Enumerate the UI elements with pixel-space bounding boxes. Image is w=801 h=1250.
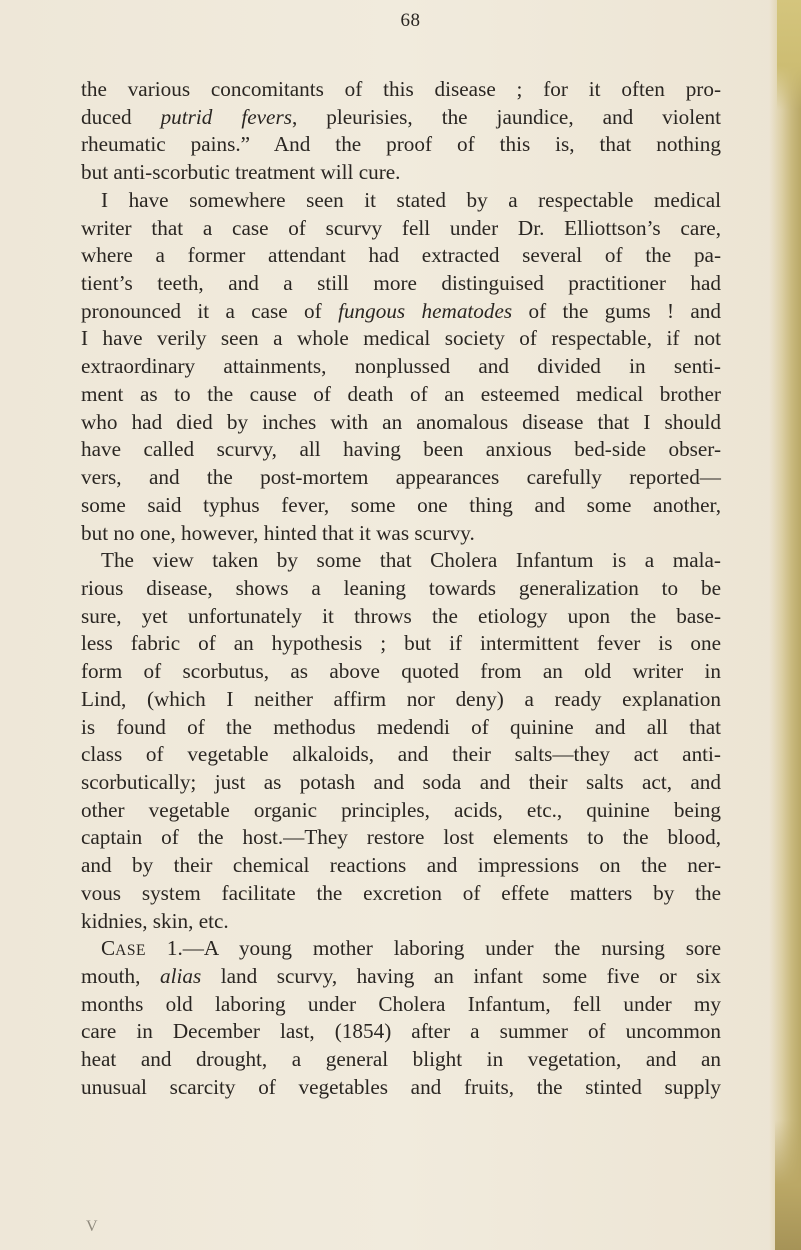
text-line: kidnies, skin, etc. (81, 908, 229, 933)
case-label-initial: C (101, 936, 116, 961)
text-line: duced putrid fevers, pleurisies, the jaundice, and violent (81, 104, 722, 129)
italic-phrase: alias (159, 964, 202, 988)
text-line: tient’s teeth, and a still more distinguised practitioner had (81, 271, 721, 296)
text-line: where a former attendant had extracted several of the pa- (81, 243, 721, 268)
text-line: some said typhus fever, some one thing and some another, (81, 492, 721, 517)
text-line: I have verily seen a whole medical society of respectable, if not (81, 326, 721, 351)
text-line: and by their chemical reactions and impressions on the ner- (81, 853, 721, 878)
page-edge-shadow (769, 0, 801, 1250)
text-line: extraordinary attainments, nonplussed and divided in senti- (81, 354, 721, 379)
margin-mark: V (86, 1218, 98, 1235)
text-line: captain of the host.—They restore lost elements to the blood, (81, 825, 721, 850)
paragraph-3 (81, 547, 721, 935)
text-line: ment as to the cause of death of an esteemed medical brother (81, 381, 721, 406)
paragraph-4 (81, 935, 721, 1101)
text-line: heat and drought, a general blight in vegetation, and an (81, 1047, 721, 1072)
text-line: but anti-scorbutic treatment will cure. (81, 160, 401, 185)
paragraph-1 (81, 76, 721, 187)
text-line: is found of the methodus medendi of quinine and all that (81, 714, 721, 739)
page-number: 68 (400, 10, 421, 31)
text-line: the various concomitants of this disease ; for it often pro- (81, 77, 721, 101)
paragraph-2 (81, 187, 721, 547)
text-line: care in December last, (1854) after a summer of uncommon (81, 1019, 721, 1044)
text-line: vers, and the post-mortem appearances carefully reported— (81, 465, 721, 490)
text-line: sure, yet unfortunately it throws the etiology upon the base- (81, 603, 721, 628)
text-line: scorbutically; just as potash and soda and their salts act, and (81, 769, 721, 794)
text-line: form of scorbutus, as above quoted from an old writer in (81, 659, 721, 684)
text-line: have called scurvy, all having been anxious bed-side obser- (81, 437, 721, 462)
text-line: class of vegetable alkaloids, and their salts—they act anti- (81, 742, 721, 767)
text-line: writer that a case of scurvy fell under Dr. Elliottson’s care, (81, 215, 721, 240)
text-line: unusual scarcity of vegetables and fruits, the stinted supply (81, 1074, 721, 1099)
text-line: but no one, however, hinted that it was scurvy. (81, 520, 475, 545)
text-line: The view taken by some that Cholera Infantum is a mala- (101, 548, 721, 573)
text-line: Lind, (which I neither affirm nor deny) a ready explanation (81, 686, 721, 711)
text-line: vous system facilitate the excretion of effete matters by the (81, 880, 721, 905)
text-line: I have somewhere seen it stated by a respectable medical (101, 187, 721, 212)
page-edge-stain-bottom (775, 1120, 801, 1250)
text-line: other vegetable organic principles, acids, etc., quinine being (81, 797, 721, 822)
text-line: rious disease, shows a leaning towards generalization to be (81, 575, 721, 600)
case-label-smallcaps: ASE (115, 942, 146, 960)
italic-phrase: fungous hematodes (338, 298, 513, 323)
text-line: rheumatic pains.” And the proof of this is, that nothing (81, 132, 721, 157)
text-line: less fabric of an hypothesis ; but if intermittent fever is one (81, 631, 721, 656)
text-line: months old laboring under Cholera Infantum, fell under my (81, 991, 721, 1016)
italic-phrase: putrid fevers (160, 104, 292, 129)
text-line: mouth, alias land scurvy, having an infant some five or six (81, 964, 721, 988)
body-text (81, 76, 721, 1102)
text-line: CASE 1.—A young mother laboring under the nursing sore (101, 936, 721, 961)
text-line: pronounced it a case of fungous hematodes of the gums ! and (81, 298, 721, 323)
text-line: who had died by inches with an anomalous disease that I should (81, 409, 721, 434)
